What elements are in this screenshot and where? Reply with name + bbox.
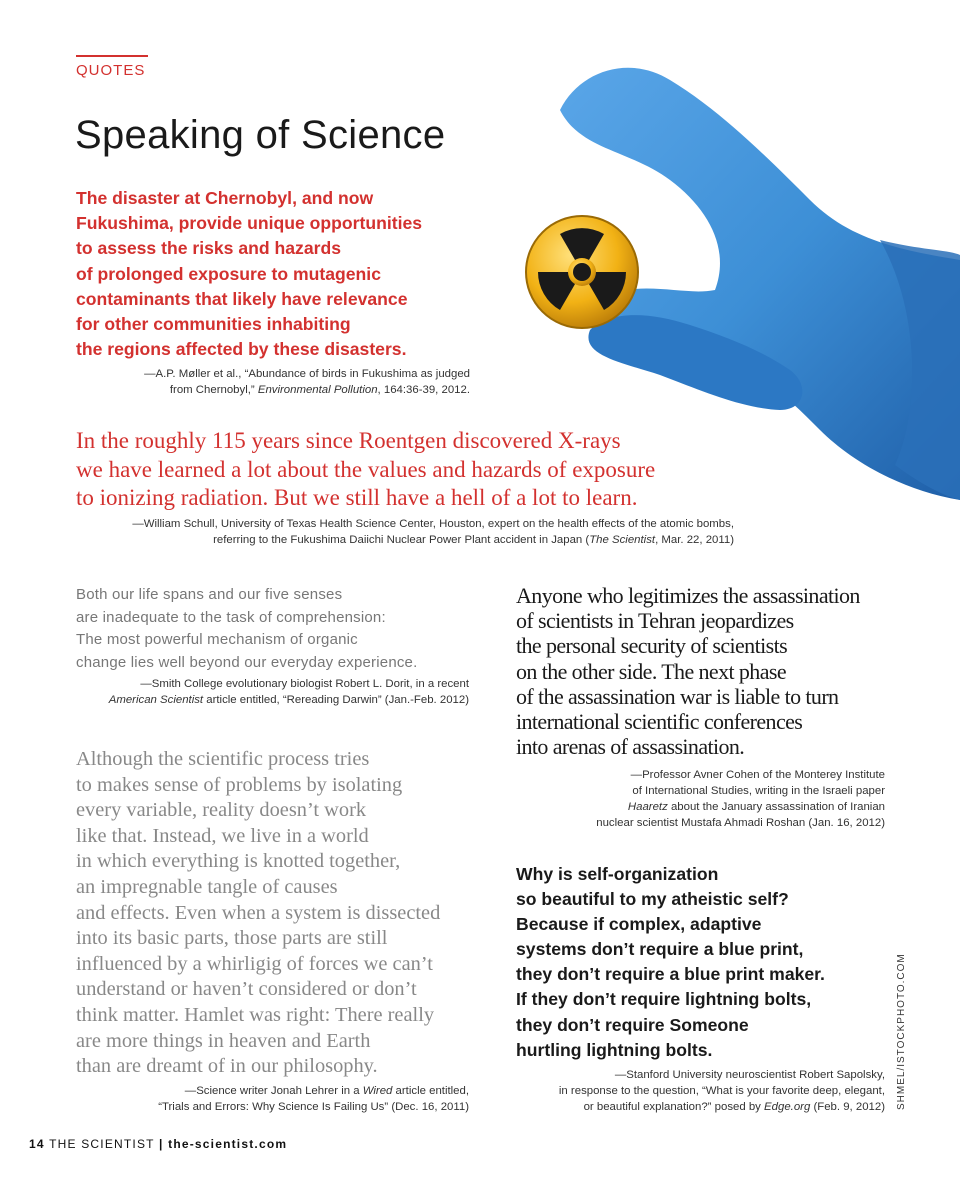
- attribution-cohen: —Professor Avner Cohen of the Monterey Institute of International Studies, writing in the Israeli paper Haaretz about the January assassination of Iranian nuclear scientist Mustafa Ahmadi Roshan (Jan. 16, 2012): [596, 769, 885, 829]
- page-title: Speaking of Science: [75, 113, 446, 157]
- quote-line: think matter. Hamlet was right: There really: [76, 1003, 435, 1026]
- quote-line: are inadequate to the task of comprehension:: [76, 608, 386, 626]
- quote-line: we have learned a lot about the values and hazards of exposure: [76, 456, 656, 482]
- publication-name: Edge.org: [764, 1101, 811, 1113]
- quote-line: for other communities inhabiting: [76, 314, 351, 335]
- publication-name: Wired: [362, 1085, 393, 1097]
- quote-line: into arenas of assassination.: [516, 734, 745, 760]
- quote-line: of the assassination war is liable to turn: [516, 683, 839, 709]
- quote-line: change lies well beyond our everyday experience.: [76, 653, 418, 671]
- publication-name: The Scientist: [589, 534, 656, 546]
- quote-line: understand or haven’t considered or don’t: [76, 978, 417, 1001]
- footer-separator: |: [159, 1137, 164, 1151]
- quote-line: to makes sense of problems by isolating: [76, 773, 403, 796]
- quote-line: If they don’t require lightning bolts,: [516, 989, 812, 1010]
- quote-line: they don’t require Someone: [516, 1014, 749, 1035]
- quote-roentgen: [76, 427, 655, 513]
- author-name: Jonah Lehrer: [270, 1085, 339, 1097]
- quote-line: every variable, reality doesn’t work: [76, 799, 367, 822]
- publication-name: American Scientist: [108, 694, 204, 706]
- author-name: Avner Cohen: [693, 769, 760, 781]
- quote-line: than are dreamt of in our philosophy.: [76, 1055, 378, 1078]
- quote-line: of scientists in Tehran jeopardizes: [516, 608, 794, 634]
- radiation-badge: [526, 216, 638, 328]
- page-number: 14: [29, 1137, 45, 1151]
- quote-line: Why is self-organization: [516, 864, 719, 884]
- quote-lehrer: [76, 747, 440, 1080]
- quote-cohen: [516, 583, 860, 759]
- journal-name: Environmental Pollution: [257, 384, 378, 396]
- quote-line: to assess the risks and hazards: [76, 238, 342, 259]
- page-footer: [29, 1137, 287, 1151]
- photo-credit: SHMEL/ISTOCKPHOTO.COM: [896, 953, 907, 1110]
- magazine-name: THE SCIENTIST: [49, 1137, 155, 1151]
- quote-sapolsky: [516, 862, 825, 1063]
- quote-line: so beautiful to my atheistic self?: [516, 889, 789, 910]
- quote-line: Anyone who legitimizes the assassination: [516, 583, 860, 608]
- quote-line: are more things in heaven and Earth: [76, 1029, 371, 1052]
- quote-line: The disaster at Chernobyl, and now: [76, 188, 374, 208]
- section-label: QUOTES: [76, 62, 146, 79]
- attribution-lehrer: —Science writer Jonah Lehrer in a Wired article entitled, “Trials and Errors: Why Science Is Failing Us” (Dec. 16, 2011): [158, 1085, 469, 1113]
- quote-line: like that. Instead, we live in a world: [76, 824, 369, 847]
- quote-line: Fukushima, provide unique opportunities: [76, 213, 423, 234]
- quote-line: an impregnable tangle of causes: [76, 875, 338, 898]
- author-name: Robert Sapolsky: [799, 1069, 882, 1081]
- quote-line: contaminants that likely have relevance: [76, 288, 408, 309]
- attribution-schull: —William Schull, University of Texas Health Science Center, Houston, expert on the health effects of the atomic bombs, referring to the Fukushima Daiichi Nuclear Power Plant accident in Japan (The Scientist, Mar. 22, 2011): [132, 518, 734, 546]
- quote-line: the personal security of scientists: [516, 633, 788, 659]
- publication-name: Haaretz: [627, 801, 668, 813]
- quote-line: the regions affected by these disasters.: [76, 339, 407, 360]
- author-name: William Schull: [143, 518, 215, 530]
- attribution-sapolsky: —Stanford University neuroscientist Robert Sapolsky, in response to the question, “What is your favorite deep, elegant, or beautiful explanation?” posed by Edge.org (Feb. 9, 2012): [558, 1069, 885, 1113]
- section-rule: [76, 55, 148, 57]
- attribution-dorit: —Smith College evolutionary biologist Robert L. Dorit, in a recent American Scientist article entitled, “Rereading Darwin” (Jan.-Feb. 2012): [108, 678, 469, 706]
- quote-line: systems don’t require a blue print,: [516, 939, 804, 960]
- quote-line: and effects. Even when a system is dissected: [76, 901, 441, 924]
- quote-line: on the other side. The next phase: [516, 658, 786, 684]
- quote-line: Because if complex, adaptive: [516, 914, 762, 935]
- quote-line: to ionizing radiation. But we still have a hell of a lot to learn.: [76, 485, 638, 510]
- quote-line: in which everything is knotted together,: [76, 850, 401, 873]
- author-name: —A.P. Møller et al.: [144, 368, 239, 380]
- attribution-moller: —A.P. Møller et al., “Abundance of birds in Fukushima as judged from Chernobyl,” Environmental Pollution, 164:36-39, 2012.: [144, 368, 470, 396]
- quote-line: they don’t require a blue print maker.: [516, 964, 825, 985]
- quote-line: Although the scientific process tries: [76, 748, 370, 770]
- quote-line: into its basic parts, those parts are still: [76, 927, 388, 950]
- quote-line: Both our life spans and our five senses: [76, 586, 343, 603]
- quote-dorit: [76, 584, 417, 674]
- site-url: the-scientist.com: [168, 1137, 288, 1151]
- quote-line: of prolonged exposure to mutagenic: [76, 263, 381, 284]
- quote-chernobyl: [76, 186, 496, 362]
- quote-line: international scientific conferences: [516, 709, 803, 735]
- quote-line: hurtling lightning bolts.: [516, 1039, 713, 1060]
- quote-line: The most powerful mechanism of organic: [76, 631, 358, 648]
- quote-line: influenced by a whirligig of forces we can’t: [76, 952, 433, 975]
- quote-line: In the roughly 115 years since Roentgen discovered X-rays: [76, 428, 621, 453]
- author-name: Robert L. Dorit: [335, 678, 410, 690]
